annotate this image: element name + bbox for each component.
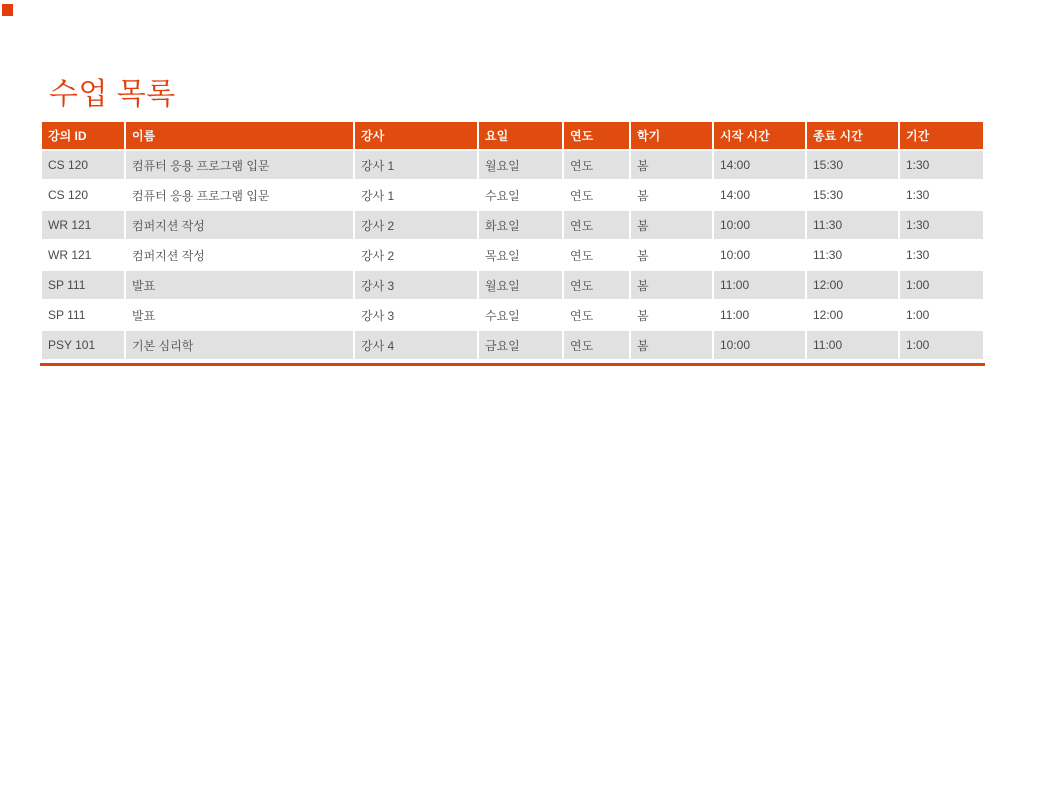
cell-duration[interactable]: 1:00: [900, 271, 983, 299]
cell-name[interactable]: 컴퍼지션 작성: [126, 211, 353, 239]
cell-end-time[interactable]: 11:30: [807, 211, 898, 239]
cell-end-time[interactable]: 15:30: [807, 151, 898, 179]
column-header-start-time[interactable]: 시작 시간: [714, 122, 805, 149]
table-row: [42, 211, 983, 239]
cell-start-time[interactable]: 10:00: [714, 211, 805, 239]
cell-start-time[interactable]: 11:00: [714, 301, 805, 329]
cell-year[interactable]: 연도: [564, 331, 629, 359]
column-header-duration[interactable]: 기간: [900, 122, 983, 149]
cell-semester[interactable]: 봄: [631, 151, 712, 179]
cell-day[interactable]: 월요일: [479, 151, 562, 179]
class-list-table: [40, 120, 985, 361]
cell-year[interactable]: 연도: [564, 151, 629, 179]
cell-semester[interactable]: 봄: [631, 331, 712, 359]
cell-semester[interactable]: 봄: [631, 181, 712, 209]
cell-start-time[interactable]: 14:00: [714, 151, 805, 179]
cell-course-id[interactable]: SP 111: [42, 301, 124, 329]
table-row: [42, 181, 983, 209]
table-row: [42, 301, 983, 329]
cell-course-id[interactable]: PSY 101: [42, 331, 124, 359]
cell-end-time[interactable]: 11:00: [807, 331, 898, 359]
cell-duration[interactable]: 1:30: [900, 151, 983, 179]
cell-start-time[interactable]: 14:00: [714, 181, 805, 209]
cell-name[interactable]: 컴퓨터 응용 프로그램 입문: [126, 181, 353, 209]
cell-instructor[interactable]: 강사 1: [355, 181, 477, 209]
cell-instructor[interactable]: 강사 4: [355, 331, 477, 359]
cell-instructor[interactable]: 강사 3: [355, 301, 477, 329]
cell-duration[interactable]: 1:30: [900, 241, 983, 269]
cell-duration[interactable]: 1:30: [900, 211, 983, 239]
cell-year[interactable]: 연도: [564, 181, 629, 209]
cell-start-time[interactable]: 10:00: [714, 241, 805, 269]
cell-end-time[interactable]: 11:30: [807, 241, 898, 269]
cell-course-id[interactable]: WR 121: [42, 241, 124, 269]
cell-day[interactable]: 금요일: [479, 331, 562, 359]
cell-day[interactable]: 화요일: [479, 211, 562, 239]
cell-duration[interactable]: 1:00: [900, 331, 983, 359]
cell-semester[interactable]: 봄: [631, 301, 712, 329]
cell-name[interactable]: 발표: [126, 301, 353, 329]
corner-accent-mark: [2, 4, 13, 16]
cell-semester[interactable]: 봄: [631, 241, 712, 269]
table-row: [42, 151, 983, 179]
cell-course-id[interactable]: WR 121: [42, 211, 124, 239]
column-header-day[interactable]: 요일: [479, 122, 562, 149]
cell-name[interactable]: 발표: [126, 271, 353, 299]
cell-year[interactable]: 연도: [564, 301, 629, 329]
cell-course-id[interactable]: CS 120: [42, 181, 124, 209]
cell-instructor[interactable]: 강사 2: [355, 241, 477, 269]
cell-end-time[interactable]: 12:00: [807, 301, 898, 329]
table-row: [42, 271, 983, 299]
class-list-table-container: [40, 120, 985, 366]
cell-end-time[interactable]: 15:30: [807, 181, 898, 209]
cell-start-time[interactable]: 10:00: [714, 331, 805, 359]
cell-day[interactable]: 수요일: [479, 301, 562, 329]
table-row: [42, 331, 983, 359]
cell-end-time[interactable]: 12:00: [807, 271, 898, 299]
cell-semester[interactable]: 봄: [631, 271, 712, 299]
cell-instructor[interactable]: 강사 3: [355, 271, 477, 299]
column-header-semester[interactable]: 학기: [631, 122, 712, 149]
table-row: [42, 241, 983, 269]
cell-semester[interactable]: 봄: [631, 211, 712, 239]
column-header-name[interactable]: 이름: [126, 122, 353, 149]
cell-course-id[interactable]: CS 120: [42, 151, 124, 179]
cell-start-time[interactable]: 11:00: [714, 271, 805, 299]
page-title: 수업 목록: [49, 78, 176, 111]
column-header-year[interactable]: 연도: [564, 122, 629, 149]
cell-course-id[interactable]: SP 111: [42, 271, 124, 299]
cell-year[interactable]: 연도: [564, 211, 629, 239]
column-header-end-time[interactable]: 종료 시간: [807, 122, 898, 149]
cell-name[interactable]: 컴퍼지션 작성: [126, 241, 353, 269]
cell-duration[interactable]: 1:00: [900, 301, 983, 329]
cell-year[interactable]: 연도: [564, 271, 629, 299]
column-header-instructor[interactable]: 강사: [355, 122, 477, 149]
table-body: [42, 151, 983, 359]
column-header-course-id[interactable]: 강의 ID: [42, 122, 124, 149]
cell-day[interactable]: 목요일: [479, 241, 562, 269]
cell-name[interactable]: 기본 심리학: [126, 331, 353, 359]
table-header-row: [42, 122, 983, 149]
cell-instructor[interactable]: 강사 1: [355, 151, 477, 179]
cell-duration[interactable]: 1:30: [900, 181, 983, 209]
cell-day[interactable]: 수요일: [479, 181, 562, 209]
table-bottom-border: [40, 363, 985, 366]
cell-name[interactable]: 컴퓨터 응용 프로그램 입문: [126, 151, 353, 179]
cell-instructor[interactable]: 강사 2: [355, 211, 477, 239]
cell-day[interactable]: 월요일: [479, 271, 562, 299]
cell-year[interactable]: 연도: [564, 241, 629, 269]
